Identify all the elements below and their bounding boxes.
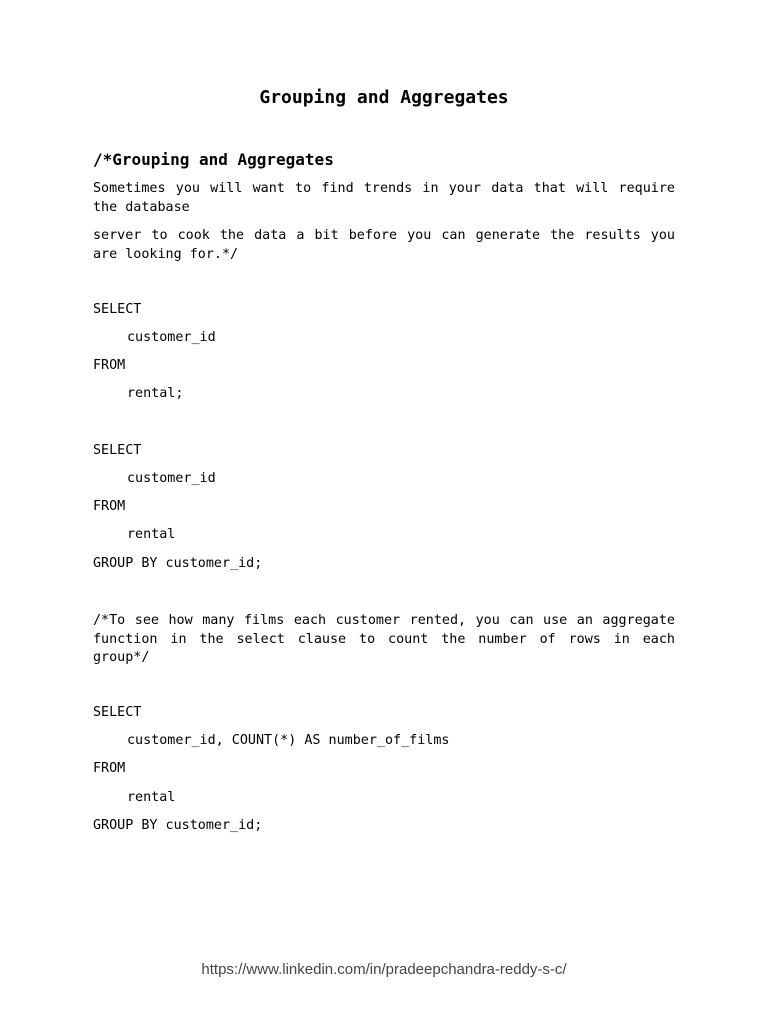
query2-from-keyword: FROM [93,499,126,514]
query1-select-keyword: SELECT [93,302,142,317]
query2-columns: customer_id [127,471,216,486]
intro-paragraph-1: Sometimes you will want to find trends in your data that will require the database [93,181,675,215]
query3-columns: customer_id, COUNT(*) AS number_of_films [127,733,450,748]
query3-table: rental [127,790,176,805]
intro-paragraph-2: server to cook the data a bit before you can generate the results you are looking for.*/ [93,228,675,262]
page-title: Grouping and Aggregates [259,87,509,108]
query1-from-keyword: FROM [93,358,126,373]
query2-select-keyword: SELECT [93,443,142,458]
query1-table: rental; [127,386,184,401]
query3-group-by: GROUP BY customer_id; [93,818,263,833]
query3-select-keyword: SELECT [93,705,142,720]
footer-url: https://www.linkedin.com/in/pradeepchandra-reddy-s-c/ [201,961,567,978]
query1-columns: customer_id [127,330,216,345]
query2-group-by: GROUP BY customer_id; [93,556,263,571]
comment-heading: /*Grouping and Aggregates [93,150,334,169]
query2-table: rental [127,527,176,542]
aggregate-comment: /*To see how many films each customer rented, you can use an aggregate function in the select clause to count the number of rows in each group*/ [93,613,675,665]
query3-from-keyword: FROM [93,761,126,776]
